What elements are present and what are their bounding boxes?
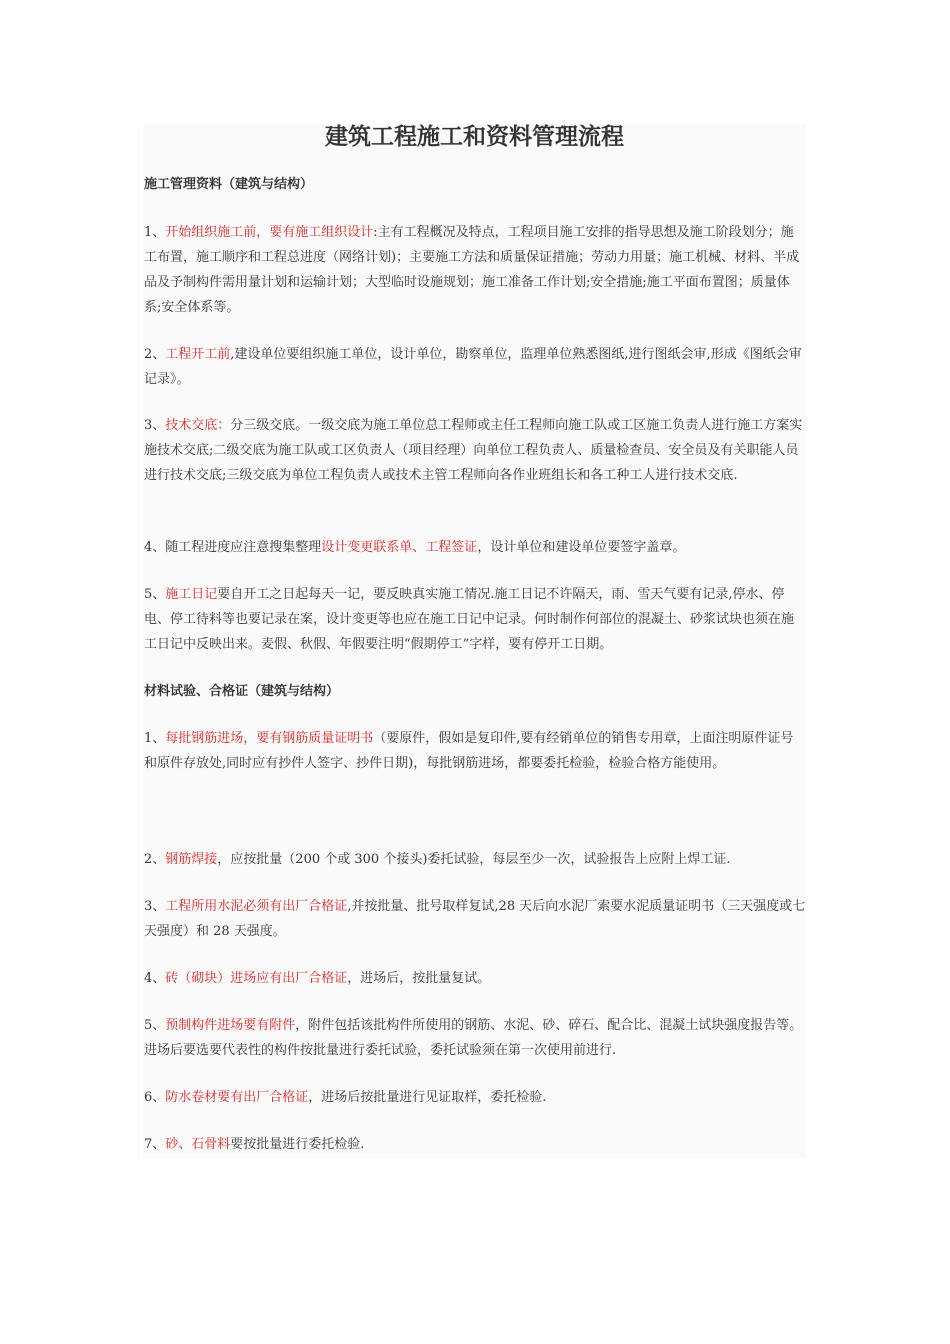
highlighted-text: 防水卷材要有出厂合格证 [165, 1090, 309, 1105]
item-number: 5、 [144, 1018, 166, 1033]
item-number: 5、 [144, 587, 166, 602]
paragraph-item [144, 342, 806, 392]
highlighted-text: 预制构件进场要有附件 [165, 1018, 296, 1033]
paragraph-item [144, 847, 806, 872]
item-text: ，应按批量（200 个或 300 个接头)委托试验，每层至少一次，试验报告上应附上焊工证. [217, 852, 731, 867]
highlighted-text: 钢筋焊接 [165, 852, 218, 867]
paragraph-item [144, 966, 806, 991]
item-number: 1、 [144, 225, 166, 240]
item-number: 2、 [144, 852, 166, 867]
paragraph-item [144, 1085, 806, 1110]
paragraph-item [144, 535, 806, 560]
highlighted-text: 技术交底： [165, 418, 231, 433]
item-number: 1、 [144, 731, 166, 746]
paragraph-item [144, 1013, 806, 1063]
paragraph-item [144, 726, 806, 776]
item-text: ,建设单位要组织施工单位，设计单位，勘察单位，监理单位熟悉图纸,进行图纸会审,形成《图纸会审记录》。 [144, 347, 802, 387]
item-text: ,并按批量、批号取样复试,28 天后向水泥厂索要水泥质量证明书（三天强度或七天强度）和 28 天强度。 [144, 899, 806, 939]
item-number: 4、 [144, 971, 166, 986]
highlighted-text: 工程所用水泥必须有出厂合格证 [165, 899, 348, 914]
item-text: ，进场后，按批量复试。 [347, 971, 491, 986]
highlighted-text: 施工日记 [165, 587, 218, 602]
item-text: ，进场后按批量进行见证取样，委托检验. [308, 1090, 547, 1105]
item-number: 3、 [144, 899, 166, 914]
paragraph-item [144, 894, 806, 944]
item-number: 2、 [144, 347, 166, 362]
paragraph-item [144, 220, 806, 320]
paragraph-item [144, 413, 806, 488]
item-text: ，设计单位和建设单位要签字盖章。 [477, 540, 686, 555]
highlighted-text: 砂、石骨料 [165, 1137, 231, 1152]
paragraph-item [144, 582, 806, 657]
item-text: 分三级交底。一级交底为施工单位总工程师或主任工程师向施工队或工区施工负责人进行施工方案实施技术交底;二级交底为施工队或工区负责人（项目经理）向单位工程负责人、质量检查员、安全员及有关职能人员进行技术交底;三级交底为单位工程负责人或技术主管工程师向各作业班组长和各工种工人进行技术交底. [144, 418, 803, 483]
item-text: （要原件，假如是复印件,要有经销单位的销售专用章，上面注明原件证号和原件存放处,同时应有抄件人签字、抄件日期)，每批钢筋进场，都要委托检验，检验合格方能使用。 [144, 731, 794, 771]
section-heading-material-tests: 材料试验、合格证（建筑与结构） [144, 684, 340, 699]
section-heading-construction-management: 施工管理资料（建筑与结构） [144, 177, 314, 192]
highlighted-text: 开始组织施工前，要有施工组织设计 [165, 225, 374, 240]
document-body [143, 124, 806, 1158]
paragraph-item [144, 1132, 806, 1157]
item-text: 要自开工之日起每天一记，要反映真实施工情况.施工日记不许隔天，雨、雪天气要有记录,停水、停电、停工待料等也要记录在案，设计变更等也应在施工日记中记录。何时制作何部位的混凝土、砂浆试块也须在施工日记中反映出来。麦假、秋假、年假要注明“假期停工”字样，要有停开工日期。 [144, 587, 795, 652]
item-number: 6、 [144, 1090, 166, 1105]
highlighted-text: 砖（砌块）进场应有出厂合格证 [165, 971, 348, 986]
item-text: ，附件包括该批构件所使用的钢筋、水泥、砂、碎石、配合比、混凝土试块强度报告等。进场后要选要代表性的构件按批量进行委托试验，委托试验须在第一次使用前进行. [144, 1018, 803, 1058]
highlighted-text: 设计变更联系单、工程签证 [321, 540, 478, 555]
item-text-prefix: 随工程进度应注意搜集整理 [165, 540, 322, 555]
document-title: 建筑工程施工和资料管理流程 [325, 123, 624, 150]
item-number: 4、 [144, 540, 166, 555]
highlighted-text: 工程开工前 [165, 347, 231, 362]
item-number: 3、 [144, 418, 166, 433]
item-text: 要按批量进行委托检验. [230, 1137, 365, 1152]
item-text: :主有工程概况及特点，工程项目施工安排的指导思想及施工阶段划分；施工布置，施工顺序和工程总进度（网络计划)；主要施工方法和质量保证措施；劳动力用量；施工机械、材料、半成品及予制构件需用量计划和运输计划；大型临时设施规划；施工准备工作计划;安全措施;施工平面布置图；质量体系;安全体系等。 [144, 225, 800, 315]
item-number: 7、 [144, 1137, 166, 1152]
highlighted-text: 每批钢筋进场，要有钢筋质量证明书 [165, 731, 374, 746]
